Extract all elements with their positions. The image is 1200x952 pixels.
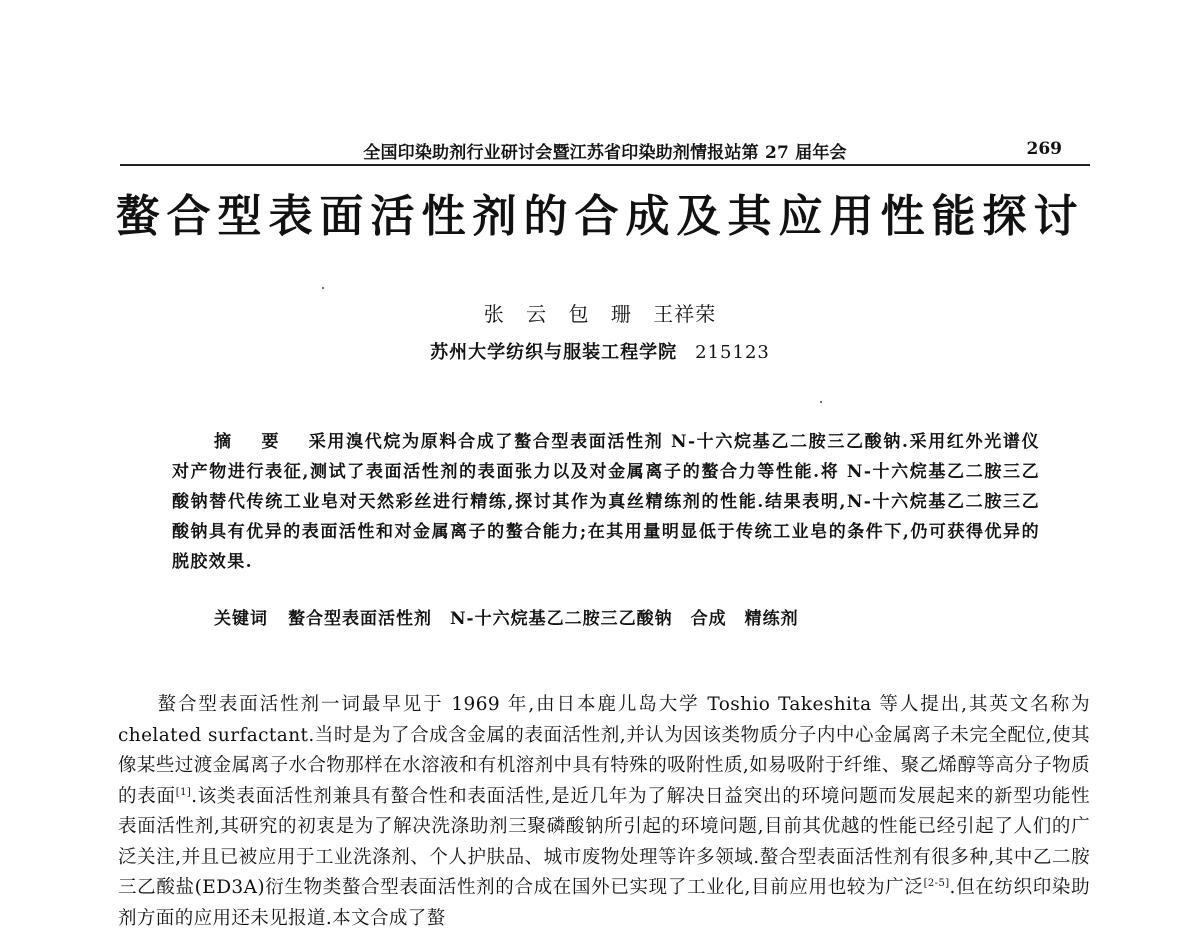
body-text-part-1: 螯合型表面活性剂一词最早见于 1969 年,由日本鹿儿岛大学 Toshio Takeshita 等人提出,其英文名称为 chelated surfactant.当时是为了合成含金属的表面活性剂,并认为因该类物质分子内中心金属离子未完全配位,使其像某些过渡金属离子水合物那样在水溶液和有机溶剂中具有特殊的吸附性质,如易吸附于纤维、聚乙烯醇等高分子物质的表面 xyxy=(118,694,1090,807)
body-paragraph xyxy=(118,690,1090,934)
scan-speck xyxy=(322,287,324,289)
scan-speck xyxy=(820,401,822,403)
affiliation xyxy=(0,338,1200,364)
keywords-label: 关键词 xyxy=(214,609,268,629)
header-rule xyxy=(120,164,1090,166)
body-text-part-2: .该类表面活性剂兼具有螯合性和表面活性,是近几年为了解决日益突出的环境问题而发展起来的新型功能性表面活性剂,其研究的初衷是为了解决洗涤助剂三聚磷酸钠所引起的环境问题,目前其优越的性能已经引起了人们的广泛关注,并且已被应用于工业洗涤剂、个人护肤品、城市废物处理等许多领域.螯合型表面活性剂有很多种,其中乙二胺三乙酸盐(ED3A)衍生物类螯合型表面活性剂的合成在国外已实现了工业化,目前应用也较为广泛 xyxy=(118,785,1090,898)
affiliation-name: 苏州大学纺织与服装工程学院 xyxy=(430,342,678,363)
citation-2: [2-5] xyxy=(923,878,950,889)
body-text-part-3: .但在纺织印染助剂方面的应用还未见报道.本文合成了螯 xyxy=(118,877,1090,929)
page-number: 269 xyxy=(1026,139,1062,159)
citation-1: [1] xyxy=(175,786,192,798)
running-header xyxy=(120,138,1090,164)
keywords-text: 螯合型表面活性剂 N-十六烷基乙二胺三乙酸钠 合成 精练剂 xyxy=(288,609,799,629)
paper-title: 螯合型表面活性剂的合成及其应用性能探讨 xyxy=(115,191,1085,242)
authors: 张 云 包 珊 王祥荣 xyxy=(483,302,717,326)
abstract xyxy=(172,427,1040,577)
keywords xyxy=(214,604,1040,629)
running-title: 全国印染助剂行业研讨会暨江苏省印染助剂情报站第 27 届年会 xyxy=(363,143,847,163)
abstract-text: 采用溴代烷为原料合成了螯合型表面活性剂 N-十六烷基乙二胺三乙酸钠.采用红外光谱仪对产物进行表征,测试了表面活性剂的表面张力以及对金属离子的螯合力等性能.将 N-十六烷基乙二胺三乙酸钠替代传统工业皂对天然彩丝进行精练,探讨其作为真丝精练剂的性能.结果表明,N-十六烷基乙二胺三乙酸钠具有优异的表面活性和对金属离子的螯合能力;在其用量明显低于传统工业皂的条件下,仍可获得优异的脱胶效果. xyxy=(172,432,1040,572)
abstract-label: 摘 要 xyxy=(214,432,291,452)
affiliation-postcode: 215123 xyxy=(695,342,770,363)
